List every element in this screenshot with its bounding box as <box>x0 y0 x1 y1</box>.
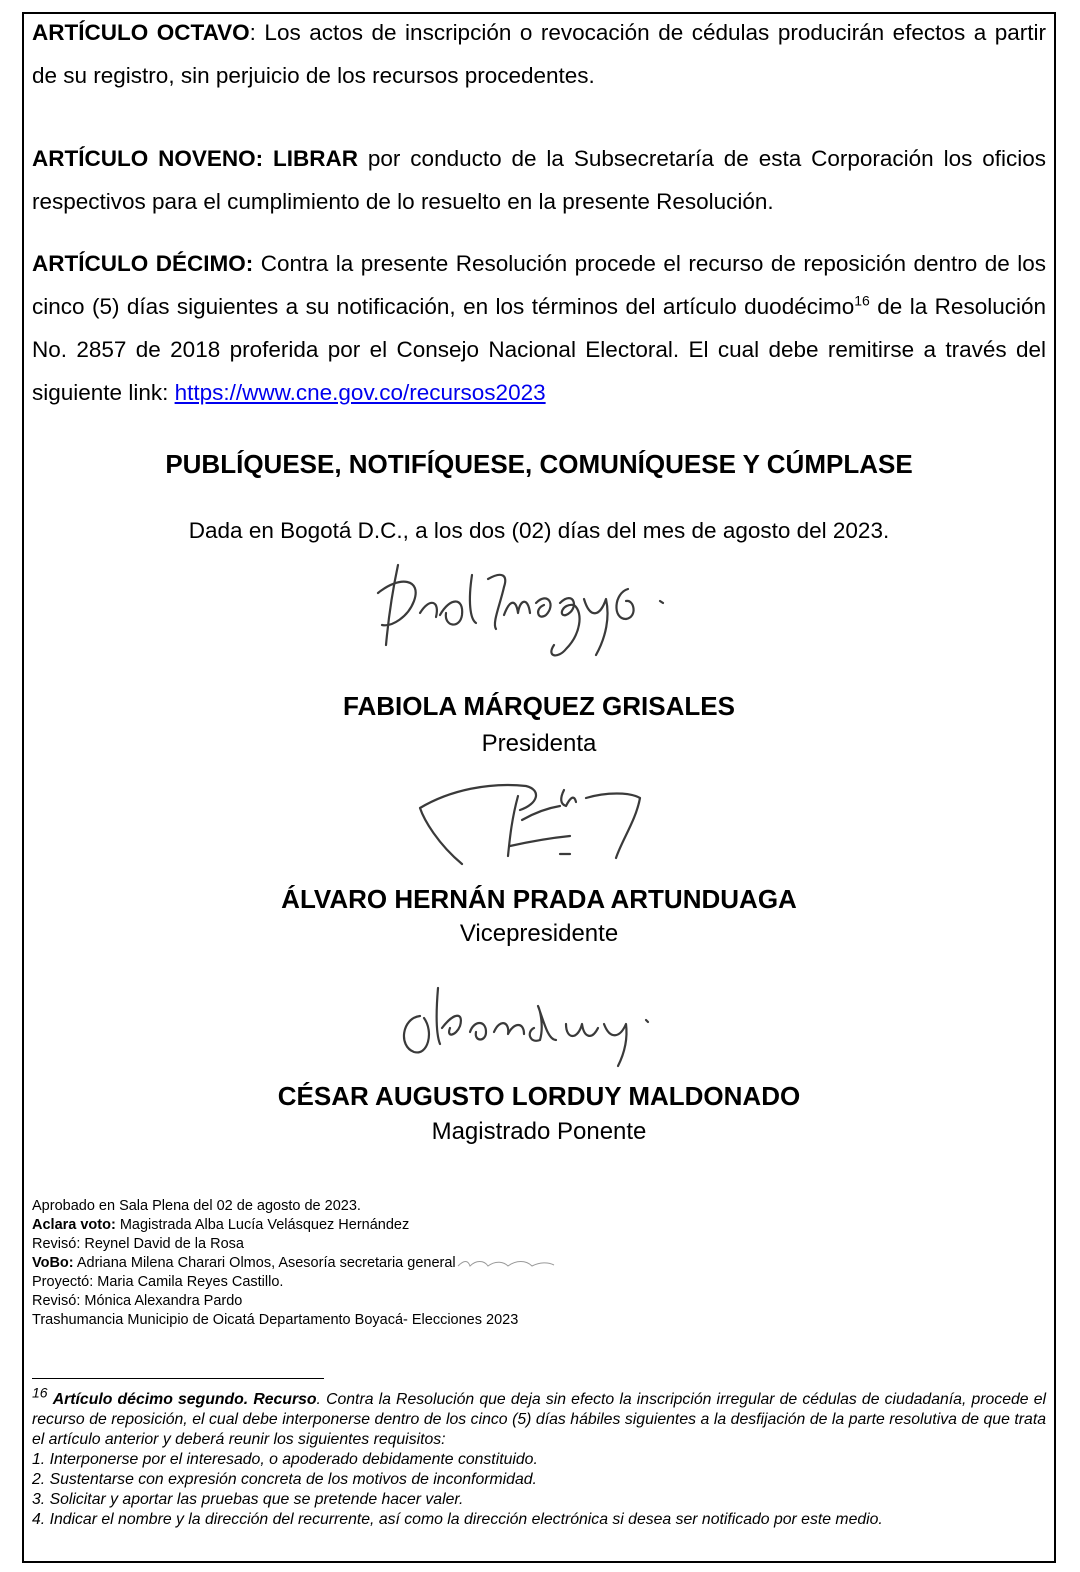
vobo-label: VoBo: <box>32 1255 74 1271</box>
aclara-voto-label: Aclara voto: <box>32 1217 116 1233</box>
article-octavo-heading: ARTÍCULO OCTAVO <box>32 20 250 45</box>
signatory-3-name: CÉSAR AUGUSTO LORDUY MALDONADO <box>277 1081 801 1111</box>
signatory-2-role: Vicepresidente <box>459 920 619 947</box>
article-noveno-text: por conducto de la Subsecretaría de esta Corporación los oficios respectivos para el cumplimiento de lo resuelto en la presente Resolución. <box>32 146 1046 214</box>
place-date: Dada en Bogotá D.C., a los dos (02) días del mes de agosto del 2023. <box>188 518 890 543</box>
recursos-link[interactable]: https://www.cne.gov.co/recursos2023 <box>174 380 546 405</box>
signatory-2-name: ÁLVARO HERNÁN PRADA ARTUNDUAGA <box>281 884 797 914</box>
reviso-line-1: Revisó: Reynel David de la Rosa <box>32 1236 244 1252</box>
footnote-separator <box>32 1378 324 1379</box>
closing-heading: PUBLÍQUESE, NOTIFÍQUESE, COMUNÍQUESE Y CÚMPLASE <box>165 449 913 479</box>
signatory-1-name: FABIOLA MÁRQUEZ GRISALES <box>343 691 735 721</box>
article-decimo <box>32 242 1046 414</box>
footnote-intro <box>32 1384 1046 1450</box>
signature-presidenta <box>370 553 700 678</box>
article-noveno-heading: ARTÍCULO NOVENO: LIBRAR <box>32 146 359 171</box>
article-decimo-text-2: de la Resolución No. 2857 de 2018 proferida por el Consejo Nacional Electoral. El cual debe remitirse a través del siguiente link: <box>32 294 1046 405</box>
footnote-item: 3. Solicitar y aportar las pruebas que se pretende hacer valer. <box>32 1491 464 1508</box>
footnote-item: 4. Indicar el nombre y la dirección del recurrente, así como la dirección electrónica si desea ser notificado por este medio. <box>32 1511 883 1528</box>
footnote-number: 16 <box>32 1384 48 1401</box>
signatory-3-role: Magistrado Ponente <box>431 1118 647 1145</box>
approved-line: Aprobado en Sala Plena del 02 de agosto de 2023. <box>32 1198 361 1214</box>
aclara-voto-value: Magistrada Alba Lucía Velásquez Hernández <box>115 1217 410 1233</box>
vobo-line <box>32 1254 556 1273</box>
approval-credits <box>32 1197 556 1330</box>
signatory-1-role: Presidenta <box>481 730 597 757</box>
vobo-initials <box>456 1256 556 1270</box>
aclara-voto-line <box>32 1216 556 1235</box>
signature-vicepresidente <box>410 776 670 876</box>
footnote-intro-text: . Contra la Resolución que deja sin efecto la inscripción irregular de cédulas de ciudadanía, procede el recurso de reposición, el cual debe interponerse dentro de los cinco (5) días hábiles siguientes a la desfijación de la parte resolutiva de que trata el artículo anterior y deberá reunir los siguientes requisitos: <box>32 1391 1046 1448</box>
article-noveno <box>32 137 1046 223</box>
footnote <box>32 1384 1046 1530</box>
signature-magistrado-ponente <box>390 982 680 1072</box>
vobo-value: Adriana Milena Charari Olmos, Asesoría secretaria general <box>73 1255 456 1271</box>
footnote-title: Artículo décimo segundo. Recurso <box>52 1391 317 1408</box>
article-octavo-text: : Los actos de inscripción o revocación de cédulas producirán efectos a partir de su registro, sin perjuicio de los recursos procedentes. <box>32 20 1046 88</box>
subject-line: Trashumancia Municipio de Oicatá Departamento Boyacá- Elecciones 2023 <box>32 1312 519 1328</box>
article-decimo-heading: ARTÍCULO DÉCIMO: <box>32 251 254 276</box>
footnote-item: 2. Sustentarse con expresión concreta de los motivos de inconformidad. <box>32 1471 537 1488</box>
article-octavo <box>32 11 1046 97</box>
footnote-item: 1. Interponerse por el interesado, o apoderado debidamente constituido. <box>32 1451 538 1468</box>
article-decimo-text-1: Contra la presente Resolución procede el recurso de reposición dentro de los cinco (5) días siguientes a su notificación, en los términos del artículo duodécimo <box>32 251 1046 319</box>
footnote-reference: 16 <box>854 292 870 309</box>
proyecto-line: Proyectó: Maria Camila Reyes Castillo. <box>32 1274 284 1290</box>
reviso-line-2: Revisó: Mónica Alexandra Pardo <box>32 1293 243 1309</box>
